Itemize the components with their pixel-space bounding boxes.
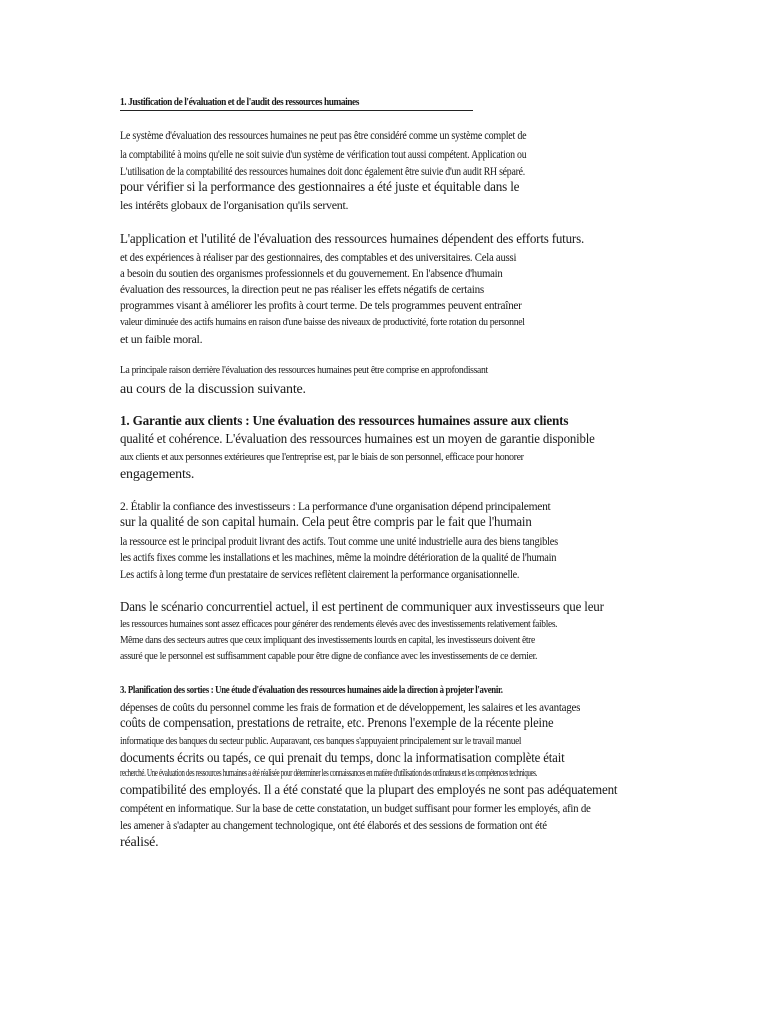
- text-line: les ressources humaines sont assez efficaces pour générer des rendements élevés avec des investissements relativement faibles.: [120, 618, 558, 630]
- text-line: évaluation des ressources, la direction peut ne pas réaliser les effets négatifs de certains: [120, 282, 484, 296]
- text-line: aux clients et aux personnes extérieures que l'entreprise est, par le biais de son personnel, efficace pour honorer: [120, 451, 524, 463]
- section-title: 1. Justification de l'évaluation et de l'audit des ressources humaines: [120, 96, 359, 108]
- text-line: dépenses de coûts du personnel comme les frais de formation et de développement, les salaires et les avantages: [120, 700, 581, 714]
- text-line: compatibilité des employés. Il a été constaté que la plupart des employés ne sont pas adéquatement: [120, 783, 618, 798]
- text-line: et un faible moral.: [120, 332, 203, 346]
- text-line: informatique des banques du secteur public. Auparavant, ces banques s'appuyaient principalement sur le travail manuel: [120, 735, 522, 747]
- text-line: Le système d'évaluation des ressources humaines ne peut pas être considéré comme un système complet de: [120, 128, 527, 142]
- text-line: L'application et l'utilité de l'évaluation des ressources humaines dépendent des efforts futurs.: [120, 232, 585, 247]
- point-heading: 2. Établir la confiance des investisseurs : La performance d'une organisation dépend principalement: [120, 499, 551, 513]
- text-line: au cours de la discussion suivante.: [120, 382, 306, 397]
- text-line: recherché. Une évaluation des ressources humaines a été réalisée pour déterminer les connaissances en matière d'utilisation des ordinateurs et les compétences techniques.: [120, 768, 538, 779]
- text-line: Dans le scénario concurrentiel actuel, il est pertinent de communiquer aux investisseurs que leur: [120, 600, 604, 615]
- point-heading: 3. Planification des sorties : Une étude d'évaluation des ressources humaines aide la direction à projeter l'avenir.: [120, 684, 503, 696]
- text-line: qualité et cohérence. L'évaluation des ressources humaines est un moyen de garantie disponible: [120, 432, 595, 447]
- text-line: assuré que le personnel est suffisamment capable pour être digne de confiance avec les investissements de ce dernier.: [120, 650, 538, 662]
- text-line: les amener à s'adapter au changement technologique, ont été élaborés et des sessions de formation ont été: [120, 818, 547, 832]
- text-line: les actifs fixes comme les installations et les machines, même la moindre détérioration de la qualité de l'humain: [120, 550, 557, 564]
- text-line: la comptabilité à moins qu'elle ne soit suivie d'un système de vérification tout aussi compétent. Application ou: [120, 147, 527, 161]
- text-line: L'utilisation de la comptabilité des ressources humaines doit donc également être suivie d'un audit RH séparé.: [120, 164, 525, 178]
- title-underline: [120, 110, 473, 111]
- text-line: pour vérifier si la performance des gestionnaires a été juste et équitable dans le: [120, 180, 520, 195]
- text-line: et des expériences à réaliser par des gestionnaires, des comptables et des universitaires. Cela aussi: [120, 250, 517, 264]
- text-line: Même dans des secteurs autres que ceux impliquant des investissements lourds en capital, les investisseurs doivent être: [120, 634, 535, 646]
- text-line: La principale raison derrière l'évaluation des ressources humaines peut être comprise en approfondissant: [120, 364, 488, 376]
- text-line: réalisé.: [120, 835, 159, 850]
- text-line: a besoin du soutien des organismes professionnels et du gouvernement. En l'absence d'humain: [120, 266, 503, 280]
- text-line: engagements.: [120, 467, 195, 482]
- text-line: programmes visant à améliorer les profits à court terme. De tels programmes peuvent entraîner: [120, 298, 522, 312]
- text-line: les intérêts globaux de l'organisation qu'ils servent.: [120, 198, 349, 212]
- text-line: Les actifs à long terme d'un prestataire de services reflètent clairement la performance organisationnelle.: [120, 567, 520, 581]
- text-line: documents écrits ou tapés, ce qui prenait du temps, donc la informatisation complète était: [120, 751, 565, 766]
- text-line: coûts de compensation, prestations de retraite, etc. Prenons l'exemple de la récente pleine: [120, 716, 554, 731]
- text-line: valeur diminuée des actifs humains en raison d'une baisse des niveaux de productivité, forte rotation du personnel: [120, 316, 525, 328]
- text-line: compétent en informatique. Sur la base de cette constatation, un budget suffisant pour former les employés, afin de: [120, 801, 591, 815]
- text-line: sur la qualité de son capital humain. Cela peut être compris par le fait que l'humain: [120, 515, 532, 530]
- point-heading: 1. Garantie aux clients : Une évaluation des ressources humaines assure aux clients: [120, 414, 569, 429]
- text-line: la ressource est le principal produit livrant des actifs. Tout comme une unité industrielle aura des biens tangibles: [120, 534, 558, 548]
